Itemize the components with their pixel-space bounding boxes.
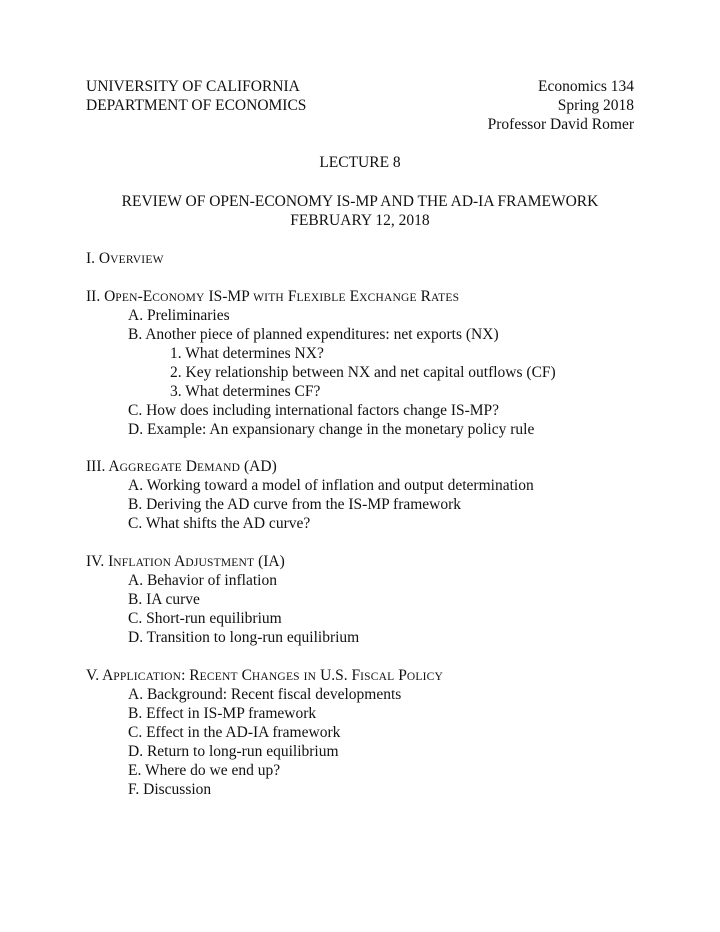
item-label: E.	[128, 762, 145, 779]
section-numeral: I.	[86, 250, 99, 267]
item-label: D.	[128, 743, 147, 760]
section-title-part: A	[108, 458, 120, 475]
section-title-part: PEN	[115, 292, 138, 304]
item-label: A.	[128, 477, 147, 494]
item-label: A.	[128, 686, 147, 703]
section-heading	[86, 666, 443, 687]
item-text: Return to long-run equilibrium	[146, 743, 339, 760]
item-label: A.	[128, 307, 147, 324]
item-text: Preliminaries	[146, 307, 230, 324]
item-text: Discussion	[143, 781, 212, 798]
outline-item	[128, 514, 310, 533]
section-title-part: OLICY	[406, 671, 443, 683]
outline-item	[128, 628, 359, 647]
section-title-part: A	[102, 667, 114, 684]
section-title-part: A	[171, 553, 186, 570]
section-title-part: O	[104, 288, 116, 305]
item-text: Where do we end up?	[144, 762, 281, 779]
item-text: Background: Recent fiscal developments	[146, 686, 402, 703]
department-name: DEPARTMENT OF ECONOMICS	[86, 97, 307, 114]
item-label: B.	[128, 326, 146, 343]
subitem-text: Key relationship between NX and net capital outflows (CF)	[185, 364, 556, 381]
item-label: B.	[128, 591, 147, 608]
section-heading	[86, 287, 459, 308]
item-label: A.	[128, 572, 147, 589]
outline-item	[128, 325, 499, 344]
section-title-part: VERVIEW	[110, 254, 164, 266]
lecture-title: REVIEW OF OPEN-ECONOMY IS-MP AND THE AD-IA FRAMEWORK	[121, 193, 599, 210]
item-label: C.	[128, 610, 147, 627]
section-title-part: U.S. F	[316, 667, 361, 684]
section-numeral: III.	[86, 458, 109, 475]
section-title-part: EMAND	[196, 462, 241, 474]
section-title-part: ECENT	[199, 671, 238, 683]
section-heading	[86, 457, 277, 478]
section-heading	[86, 249, 164, 270]
subitem-label: 1.	[170, 345, 186, 362]
outline-item	[128, 476, 534, 495]
item-text: Deriving the AD curve from the IS-MP framework	[146, 496, 462, 513]
section-title-part: F	[283, 288, 297, 305]
item-text: Effect in IS-MP framework	[146, 705, 317, 722]
outline-item	[128, 495, 461, 514]
outline-item	[128, 571, 277, 590]
section-title-part: P	[394, 667, 407, 684]
item-text: How does including international factors change IS-MP?	[146, 402, 500, 419]
section-title-part: IN	[303, 671, 317, 683]
item-text: Working toward a model of inflation and output determination	[146, 477, 534, 494]
section-title-part: : R	[181, 667, 200, 684]
outline-item	[128, 780, 211, 799]
section-title-part: E	[345, 288, 360, 305]
section-title-part: IS-MP	[204, 288, 254, 305]
outline-item	[128, 401, 499, 420]
professor-name: Professor David Romer	[487, 116, 634, 133]
outline-item	[128, 420, 534, 439]
item-label: D.	[128, 629, 147, 646]
section-title-part: (IA)	[254, 553, 285, 570]
section-title-part: -E	[137, 288, 153, 305]
item-text: Another piece of planned expenditures: net exports (NX)	[145, 326, 499, 343]
subitem-text: What determines NX?	[185, 345, 324, 362]
section-title-part: LEXIBLE	[296, 292, 346, 304]
section-title-part: DJUSTMENT	[185, 557, 255, 569]
outline-subitem	[170, 344, 324, 363]
term: Spring 2018	[557, 97, 634, 114]
section-title-part: ATES	[430, 292, 460, 304]
item-text: Short-run equilibrium	[146, 610, 282, 627]
item-label: C.	[128, 402, 147, 419]
subitem-label: 2.	[170, 364, 186, 381]
outline-item	[128, 723, 340, 742]
item-text: Behavior of inflation	[146, 572, 277, 589]
item-label: B.	[128, 496, 147, 513]
section-title-part: D	[181, 458, 197, 475]
item-label: B.	[128, 705, 147, 722]
section-title-part: C	[237, 667, 252, 684]
section-title-part: CONOMY	[152, 292, 205, 304]
section-title-part: I	[108, 553, 114, 570]
outline-item	[128, 742, 339, 761]
item-text: Effect in the AD-IA framework	[146, 724, 341, 741]
item-text: Transition to long-run equilibrium	[146, 629, 360, 646]
section-title-part: HANGES	[251, 671, 300, 683]
outline-item	[128, 704, 316, 723]
item-label: C.	[128, 724, 147, 741]
outline-item	[128, 761, 280, 780]
section-numeral: V.	[86, 667, 103, 684]
outline-subitem	[170, 382, 320, 401]
item-text: Example: An expansionary change in the monetary policy rule	[146, 421, 535, 438]
subitem-text: What determines CF?	[185, 383, 321, 400]
lecture-number: LECTURE 8	[319, 154, 401, 171]
section-title-part: (AD)	[240, 458, 277, 475]
section-numeral: II.	[86, 288, 105, 305]
item-text: What shifts the AD curve?	[145, 515, 311, 532]
section-heading	[86, 552, 285, 573]
lecture-date: FEBRUARY 12, 2018	[290, 212, 430, 229]
section-numeral: IV.	[86, 553, 109, 570]
section-title-part: R	[416, 288, 431, 305]
university-name: UNIVERSITY OF CALIFORNIA	[86, 78, 300, 95]
outline-item	[128, 306, 230, 325]
section-title-part: GGREGATE	[119, 462, 182, 474]
outline-item	[128, 609, 282, 628]
outline-subitem	[170, 363, 556, 382]
outline-item	[128, 685, 401, 704]
section-title-part: O	[98, 250, 111, 267]
item-label: D.	[128, 421, 147, 438]
outline-item	[128, 590, 200, 609]
item-label: C.	[128, 515, 146, 532]
item-text: IA curve	[146, 591, 200, 608]
item-label: F.	[128, 781, 144, 798]
course-name: Economics 134	[538, 78, 634, 95]
section-title-part: NFLATION	[113, 557, 172, 569]
section-title-part: ISCAL	[360, 671, 395, 683]
section-title-part: PPLICATION	[113, 671, 182, 683]
section-title-part: WITH	[253, 292, 284, 304]
subitem-label: 3.	[170, 383, 186, 400]
section-title-part: XCHANGE	[359, 292, 417, 304]
